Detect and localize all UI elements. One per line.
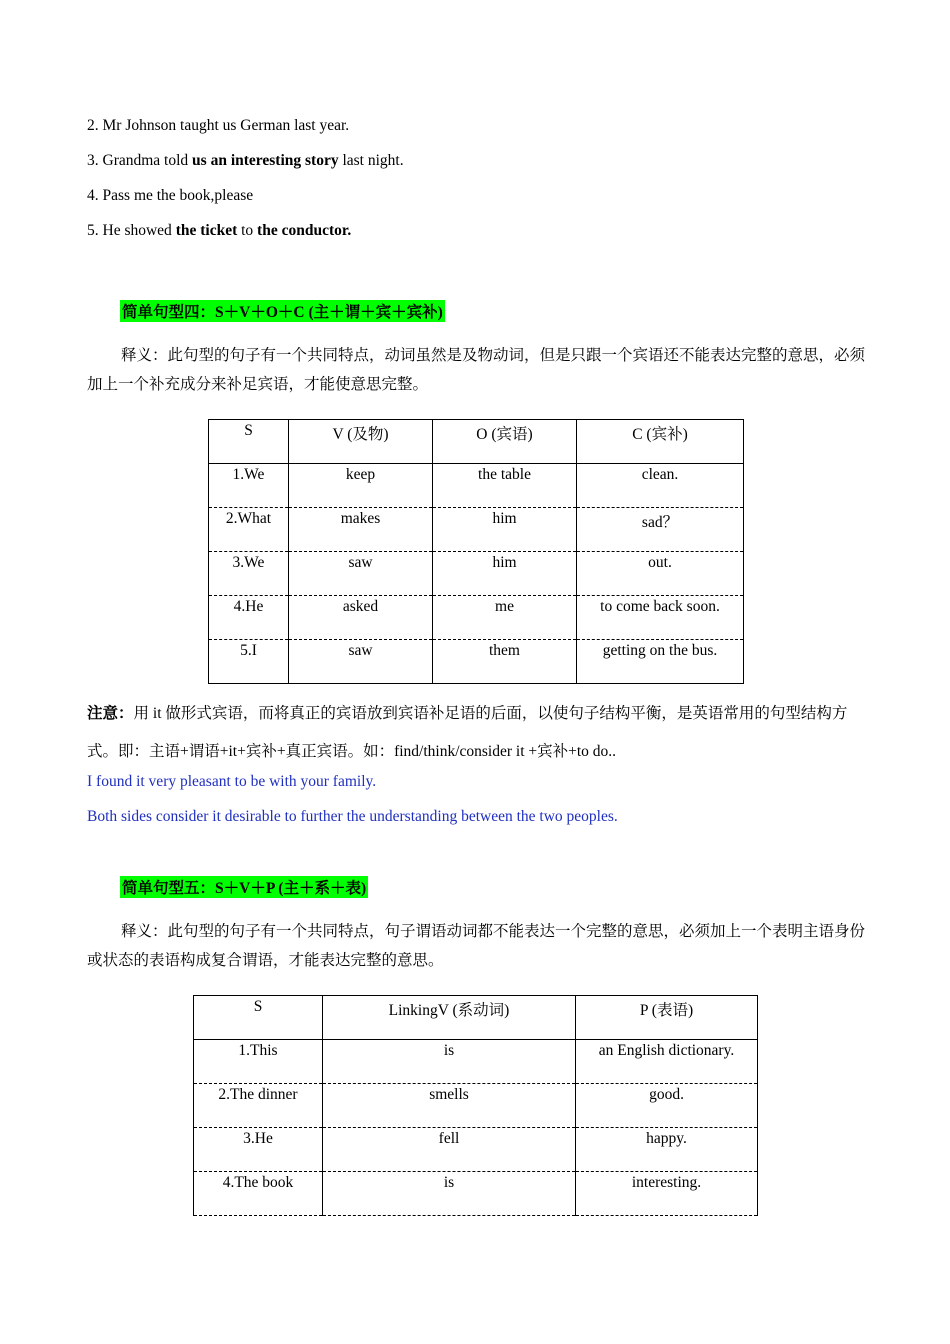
table-cell: him (433, 552, 577, 596)
table-cell: 2.What (209, 508, 289, 552)
section-5-explanation: 释义：此句型的句子有一个共同特点，句子谓语动词都不能表达一个完整的意思，必须加上一个表明主语身份或状态的表语构成复合谓语，才能表达完整的意思。 (87, 923, 866, 969)
sentence-5-mid: to (237, 222, 258, 239)
table-cell: the table (433, 464, 577, 508)
table-cell: saw (289, 552, 433, 596)
sentence-5-bold-1: the ticket (175, 222, 238, 239)
table-cell: 2.The dinner (194, 1084, 323, 1128)
table-row (209, 552, 744, 596)
table-row (209, 508, 744, 552)
header-cell: LinkingV (系动词) (323, 996, 576, 1040)
table-cell: out. (577, 552, 744, 596)
section-5-heading: 简单句型五：S＋V＋P (主＋系＋表) (120, 876, 368, 898)
table-cell: to come back soon. (577, 596, 744, 640)
table-cell: asked (289, 596, 433, 640)
table-cell: him (433, 508, 577, 552)
example-it-1: I found it very pleasant to be with your family. (87, 773, 377, 790)
example-sentence-5 (87, 222, 351, 240)
sentence-5-bold-2: the conductor. (257, 222, 352, 239)
table-row (209, 596, 744, 640)
table-cell: 5.I (209, 640, 289, 684)
table-row (194, 1084, 758, 1128)
example-sentence-2: 2. Mr Johnson taught us German last year. (87, 117, 350, 134)
table-cell: smells (323, 1084, 576, 1128)
header-cell: S (209, 420, 289, 464)
table-cell: 1.We (209, 464, 289, 508)
table-cell: them (433, 640, 577, 684)
example-sentence-3 (87, 152, 404, 170)
table-cell: keep (289, 464, 433, 508)
note-paragraph (87, 695, 867, 771)
table-cell: clean. (577, 464, 744, 508)
table-cell: 1.This (194, 1040, 323, 1084)
table-cell: is (323, 1172, 576, 1216)
header-cell: P (表语) (576, 996, 758, 1040)
table-cell: makes (289, 508, 433, 552)
example-sentence-4: 4. Pass me the book,please (87, 187, 254, 204)
table-header-row (209, 420, 744, 464)
header-cell: V (及物) (289, 420, 433, 464)
example-it-2: Both sides consider it desirable to further the understanding between the two peoples. (87, 808, 618, 825)
table-cell: 3.We (209, 552, 289, 596)
table-cell: 4.The book (194, 1172, 323, 1216)
header-cell: O (宾语) (433, 420, 577, 464)
table-cell: interesting. (576, 1172, 758, 1216)
svoc-table (208, 419, 744, 684)
table-header-row (194, 996, 758, 1040)
table-cell: getting on the bus. (577, 640, 744, 684)
table-cell: me (433, 596, 577, 640)
table-row (194, 1172, 758, 1216)
table-cell: fell (323, 1128, 576, 1172)
table-cell: is (323, 1040, 576, 1084)
table-cell: happy. (576, 1128, 758, 1172)
sentence-5-pre: 5. He showed (87, 222, 176, 239)
sentence-3-pre: 3. Grandma told (87, 152, 193, 169)
table-cell: saw (289, 640, 433, 684)
svp-table (193, 995, 758, 1216)
sentence-3-post: last night. (338, 152, 404, 169)
section-4-explanation: 释义：此句型的句子有一个共同特点，动词虽然是及物动词，但是只跟一个宾语还不能表达完整的意思，必须加上一个补充成分来补足宾语，才能使意思完整。 (87, 347, 866, 393)
section-4-heading: 简单句型四：S＋V＋O＋C (主＋谓＋宾＋宾补) (120, 300, 445, 322)
table-row (209, 464, 744, 508)
table-row (209, 640, 744, 684)
header-cell: S (194, 996, 323, 1040)
table-row (194, 1128, 758, 1172)
header-cell: C (宾补) (577, 420, 744, 464)
table-cell: 4.He (209, 596, 289, 640)
table-cell: 3.He (194, 1128, 323, 1172)
sentence-3-bold: us an interesting story (192, 152, 339, 169)
note-text: 用 it 做形式宾语，而将真正的宾语放到宾语补足语的后面，以使句子结构平衡，是英语常用的句型结构方式。即：主语+谓语+it+宾补+真正宾语。如：find/think/consider it +宾补+to do.. (87, 705, 848, 760)
table-cell: sad？ (577, 508, 744, 552)
table-cell: good. (576, 1084, 758, 1128)
table-row (194, 1040, 758, 1084)
note-label: 注意： (87, 705, 134, 722)
table-cell: an English dictionary. (576, 1040, 758, 1084)
